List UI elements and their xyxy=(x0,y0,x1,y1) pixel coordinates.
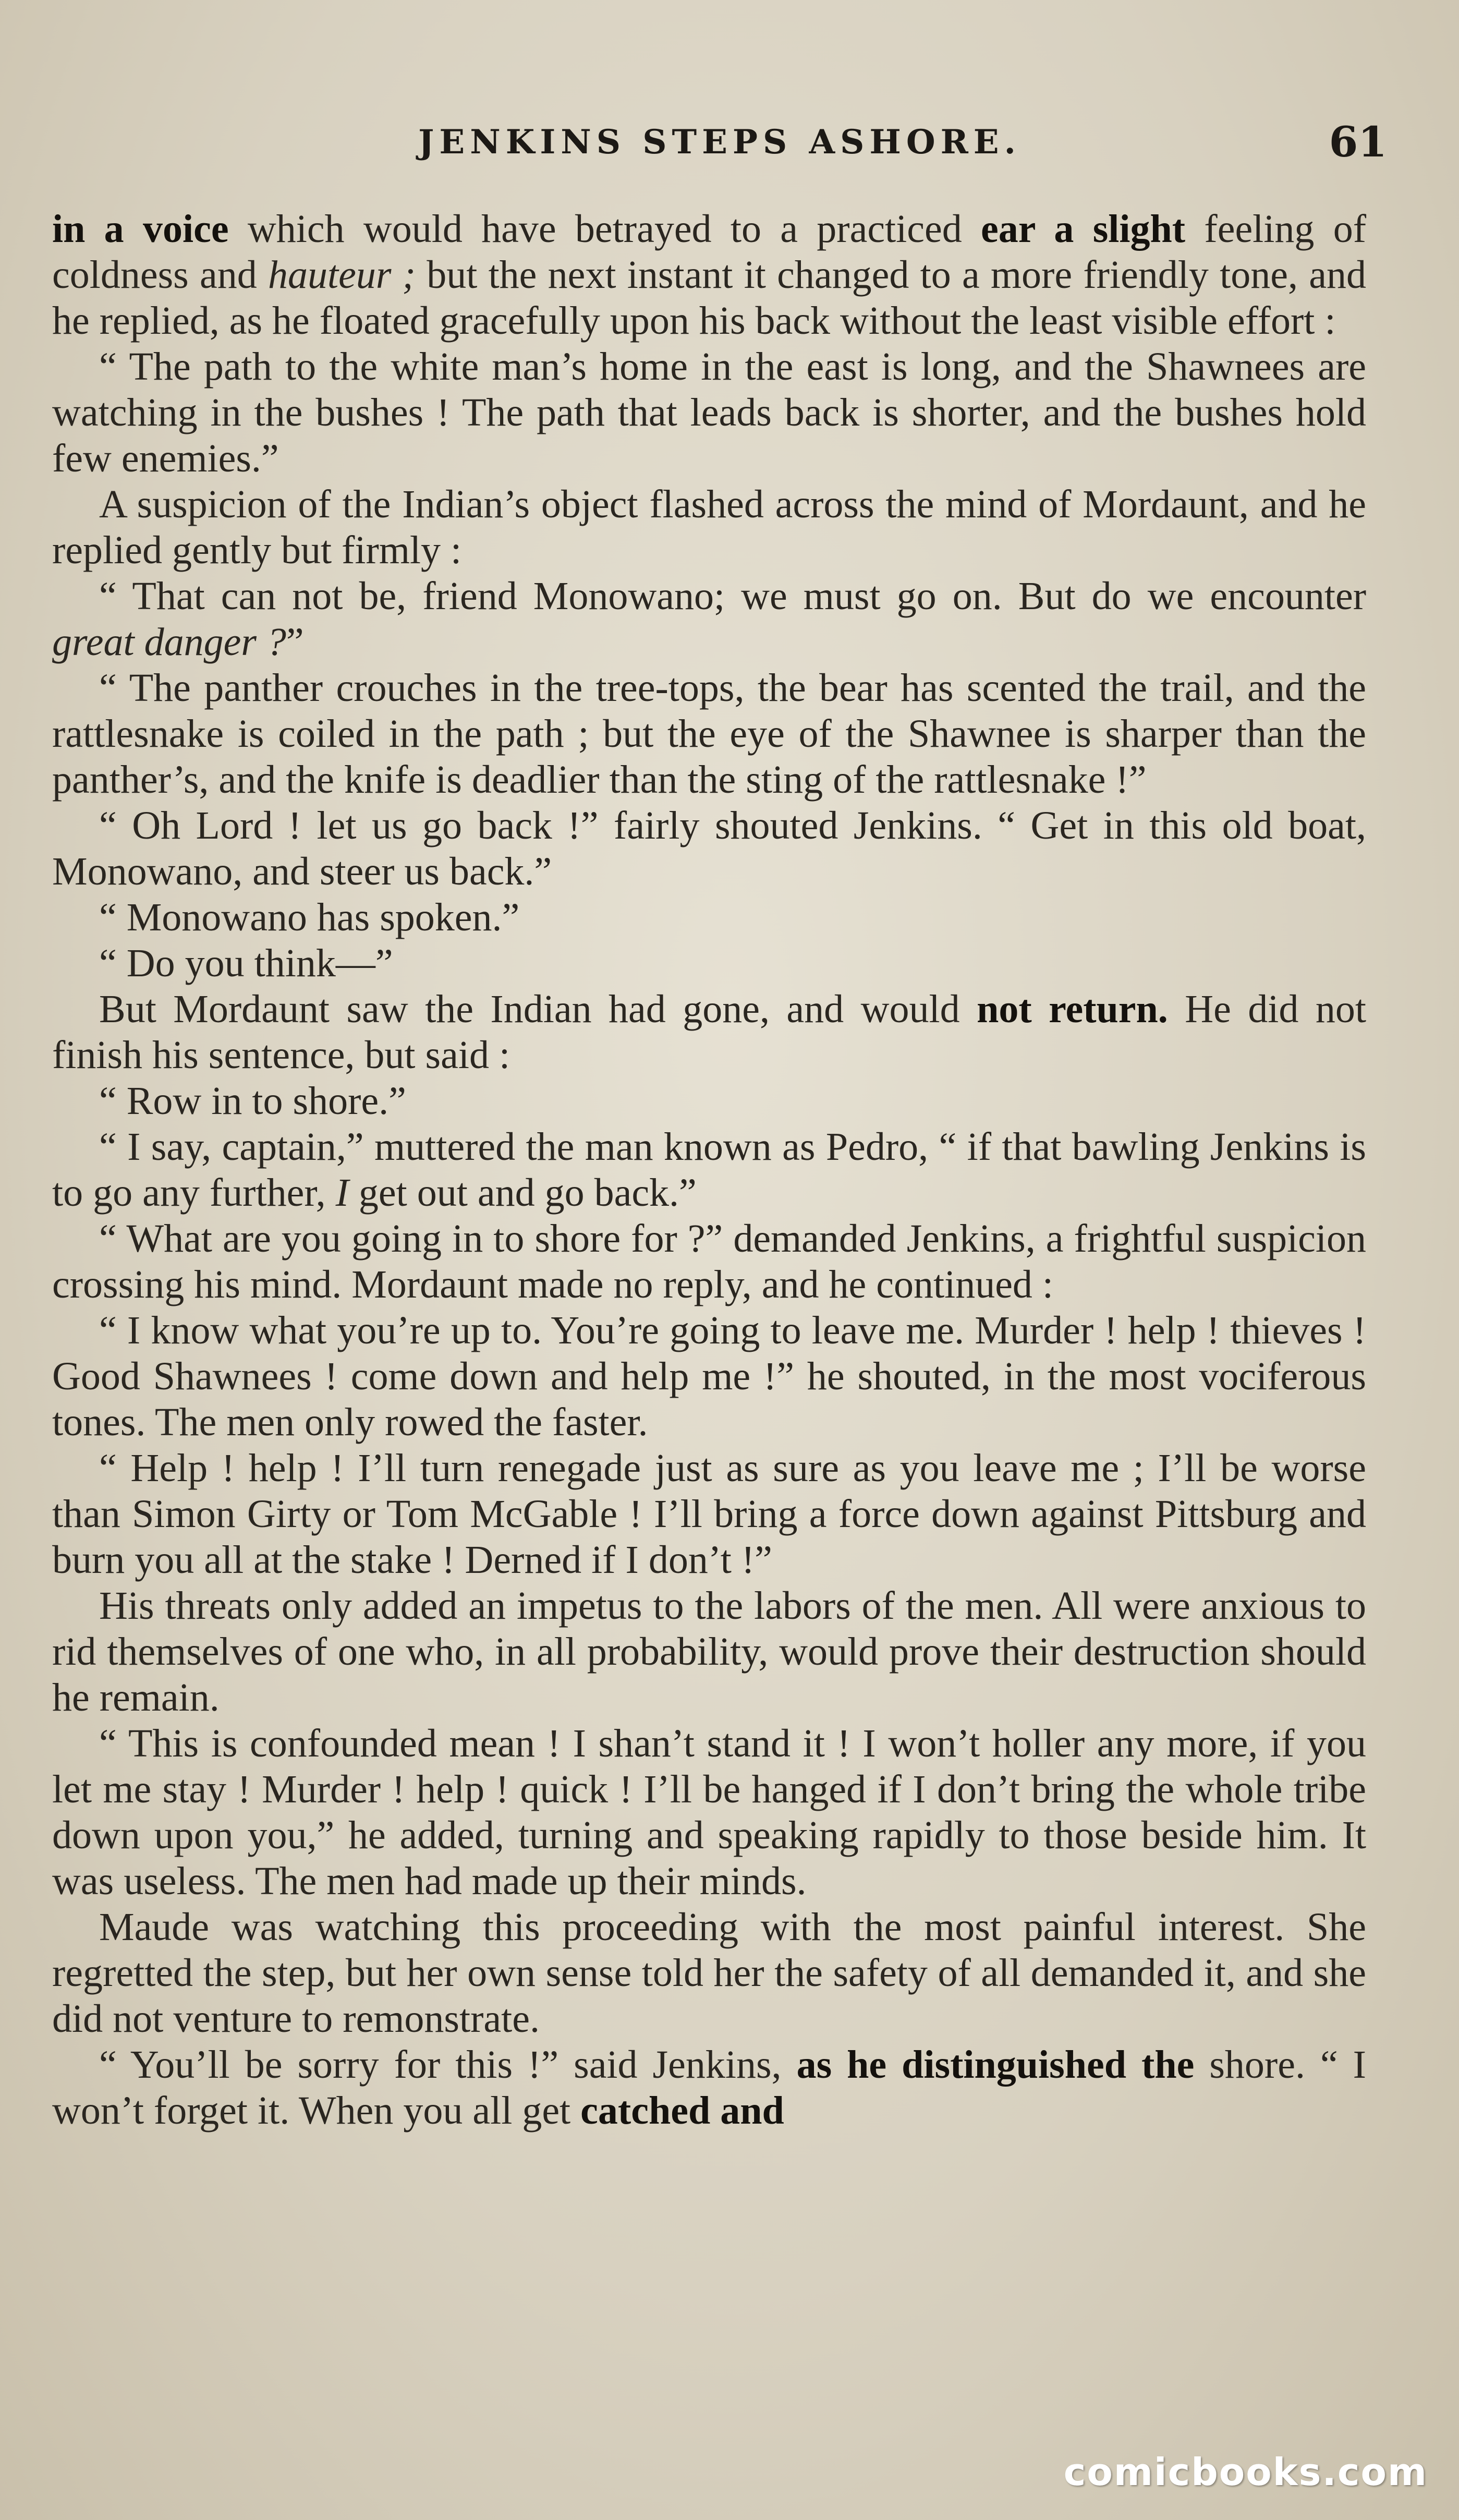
text-run: get out and go back.” xyxy=(348,1171,697,1215)
paragraph: “ The panther crouches in the tree-tops, the bear has scented the trail, and the rattlesnake is coiled in the path ; but the eye of the Shawnee is sharper than the panther’s, and the knife is deadlier than the sting of the rattlesnake !” xyxy=(52,666,1366,802)
text-run: ” xyxy=(286,620,304,664)
text-run: but the next instant it changed to a more friendly tone, and he replied, as he floated gracefully upon his back without the least visible effort : xyxy=(52,253,1366,343)
running-head: JENKINS STEPS ASHORE. xyxy=(418,123,1021,162)
paragraph: “ Row in to shore.” xyxy=(99,1079,406,1123)
text-run: “ You’ll be sorry for this !” said Jenkins, xyxy=(99,2043,797,2087)
paragraph: “ I know what you’re up to. You’re going to leave me. Murder ! help ! thieves ! Good Shawnees ! come down and help me !” he shouted, in the most vociferous tones. The men only rowed the faster. xyxy=(52,1309,1366,1444)
italic-text-run: great danger ? xyxy=(52,620,286,664)
paragraph: “ Oh Lord ! let us go back !” fairly shouted Jenkins. “ Get in this old boat, Monowano, and steer us back.” xyxy=(52,804,1366,893)
text-run: ear a slight xyxy=(981,207,1186,251)
text-run: “ That can not be, friend Monowano; we must go on. But do we encounter xyxy=(99,574,1366,618)
watermark: comicbooks.com xyxy=(1063,2450,1428,2494)
paragraph: “ Monowano has spoken.” xyxy=(99,895,520,939)
text-run: catched and xyxy=(580,2089,784,2133)
paragraph: His threats only added an impetus to the labors of the men. All were anxious to rid themselves of one who, in all probability, would prove their destruction should he remain. xyxy=(52,1584,1366,1719)
text-run: He did not finish his sentence, but said : xyxy=(52,987,1366,1077)
paragraph: “ What are you going in to shore for ?” demanded Jenkins, a frightful suspicion crossing his mind. Mordaunt made no reply, and he continued : xyxy=(52,1217,1366,1306)
paragraph xyxy=(52,573,1366,665)
text-run: in a voice xyxy=(52,207,229,251)
paragraph: “ The path to the white man’s home in the east is long, and the Shawnees are watching in the bushes ! The path that leads back is shorter, and the bushes hold few enemies.” xyxy=(52,345,1366,480)
text-run: feeling of coldness and xyxy=(52,207,1367,297)
page-number: 61 xyxy=(1329,117,1387,166)
paragraph: “ This is confounded mean ! I shan’t stand it ! I won’t holler any more, if you let me stay ! Murder ! help ! quick ! I’ll be hanged if I don’t bring the whole tribe down upon you,” he added, turning and speaking rapidly to those beside him. It was useless. The men had made up their minds. xyxy=(52,1722,1366,1903)
text-run: shore. “ I won’t forget it. When you all get xyxy=(52,2043,1366,2133)
text-run: not return. xyxy=(977,987,1168,1031)
text-run: But Mordaunt saw the Indian had gone, and would xyxy=(99,987,977,1031)
paragraph xyxy=(52,206,1366,344)
text-run: “ I say, captain,” muttered the man known as Pedro, “ if that bawling Jenkins is to go any further, xyxy=(52,1125,1366,1215)
paragraph: A suspicion of the Indian’s object flashed across the mind of Mordaunt, and he replied gently but firmly : xyxy=(52,482,1366,572)
text-run: as he distinguished the xyxy=(796,2043,1195,2087)
body-text xyxy=(52,206,1366,2134)
paragraph xyxy=(52,1124,1366,1216)
paragraph: “ Help ! help ! I’ll turn renegade just as sure as you leave me ; I’ll be worse than Simon Girty or Tom McGable ! I’ll bring a force down against Pittsburg and burn you all at the stake ! Derned if I don’t !” xyxy=(52,1446,1366,1582)
paragraph xyxy=(52,2042,1366,2134)
italic-text-run: hauteur ; xyxy=(268,253,416,297)
paragraph xyxy=(52,986,1366,1078)
text-run: which would have betrayed to a practiced xyxy=(228,207,981,251)
paragraph: Maude was watching this proceeding with the most painful interest. She regretted the step, but her own sense told her the safety of all demanded it, and she did not venture to remonstrate. xyxy=(52,1905,1366,2041)
paragraph: “ Do you think—” xyxy=(99,941,393,985)
italic-text-run: I xyxy=(335,1171,349,1215)
page-header xyxy=(52,117,1387,180)
